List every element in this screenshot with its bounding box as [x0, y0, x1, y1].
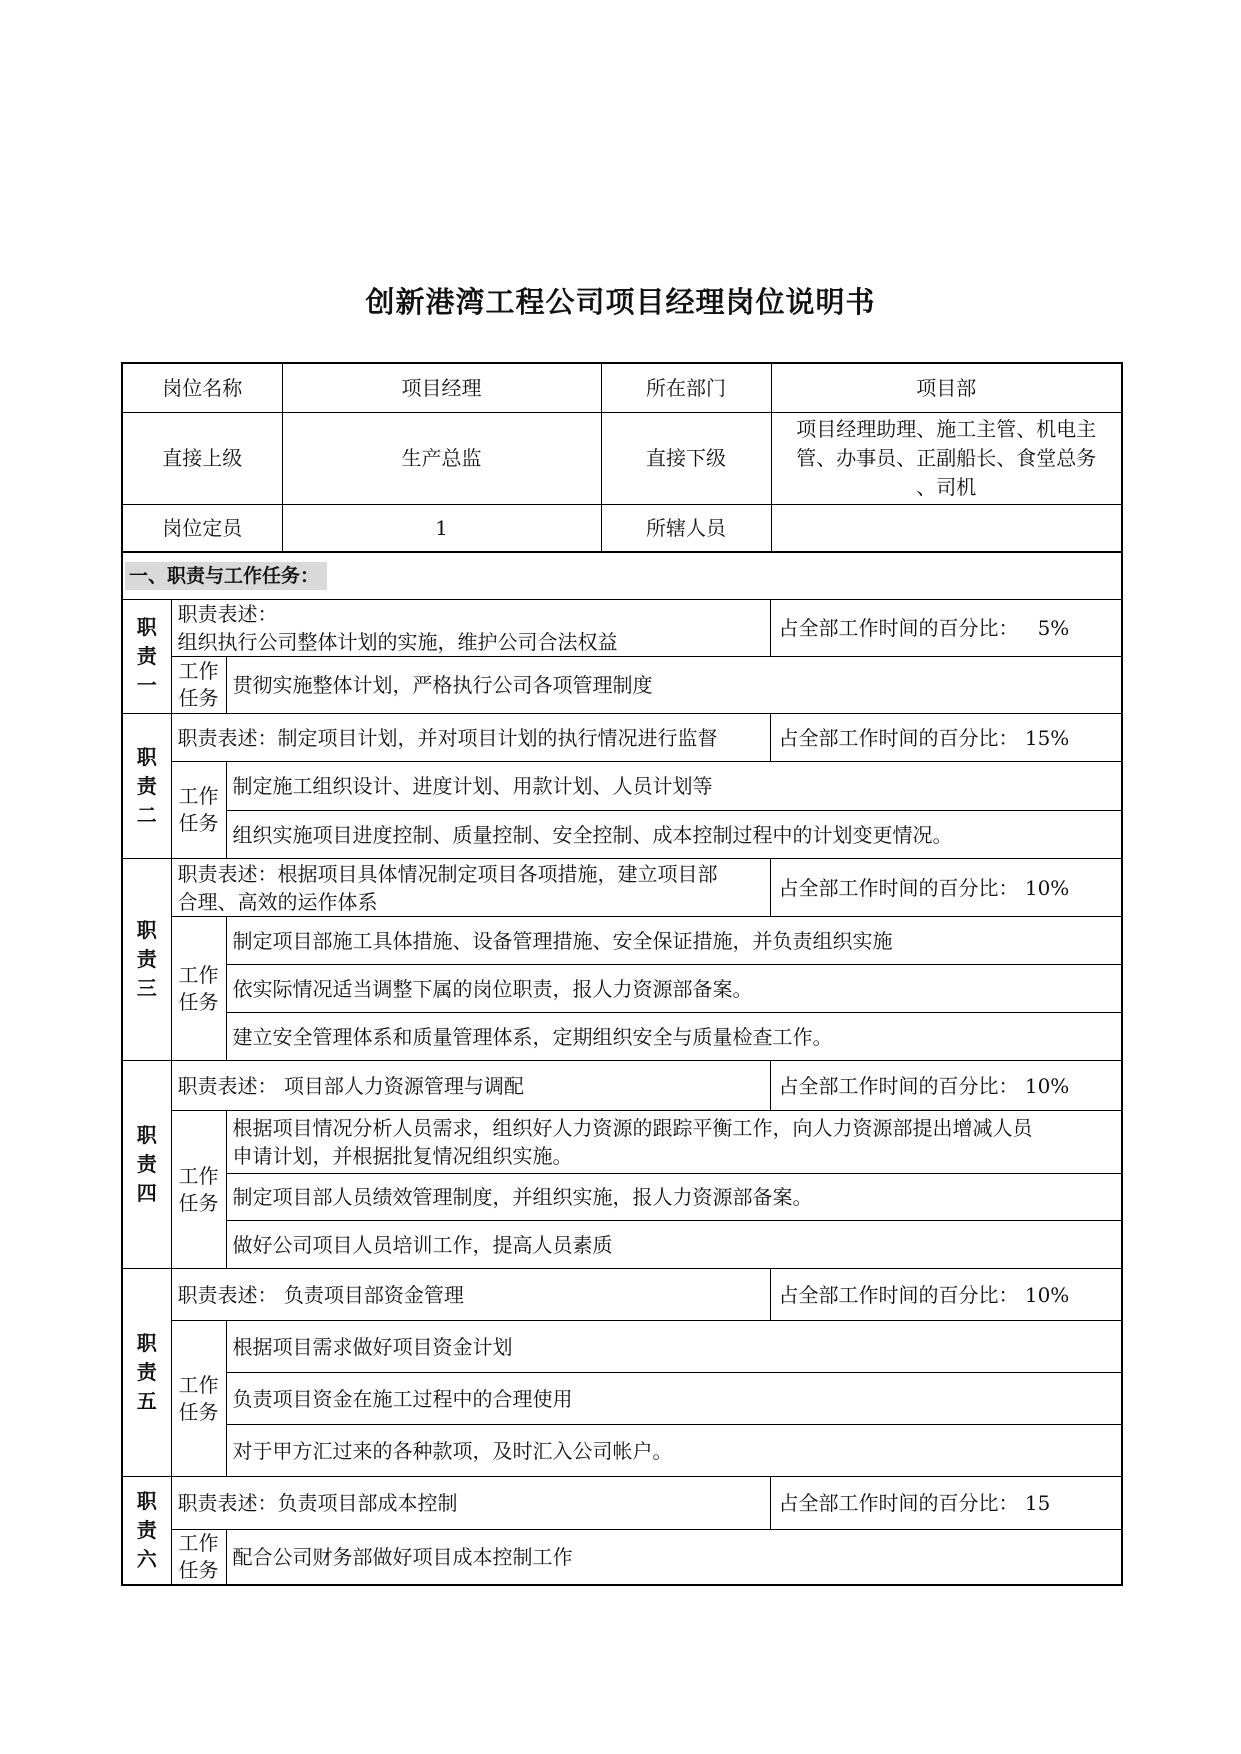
- duty-1-work-label: 工作 任务: [171, 657, 226, 714]
- duty-2-task: 制定施工组织设计、进度计划、用款计划、人员计划等: [226, 762, 1122, 811]
- duty-1-description: 职责表述： 组织执行公司整体计划的实施，维护公司合法权益: [171, 600, 770, 657]
- duty-1-name: 职 责 一: [122, 600, 171, 714]
- headcount-label: 岗位定员: [122, 504, 282, 552]
- department-value: 项目部: [771, 363, 1122, 412]
- duty-1-task: 贯彻实施整体计划，严格执行公司各项管理制度: [226, 657, 1122, 714]
- duty-5-description: 职责表述： 负责项目部资金管理: [171, 1269, 770, 1321]
- duty-4-name: 职 责 四: [122, 1061, 171, 1269]
- position-info-table: [121, 362, 1123, 553]
- position-name-value: 项目经理: [282, 363, 601, 412]
- duty-6-description: 职责表述：负责项目部成本控制: [171, 1477, 770, 1530]
- duty-5-task: 根据项目需求做好项目资金计划: [226, 1321, 1122, 1373]
- duty-4-task: 制定项目部人员绩效管理制度，并组织实施，报人力资源部备案。: [226, 1174, 1122, 1221]
- duty-5-task: 负责项目资金在施工过程中的合理使用: [226, 1373, 1122, 1425]
- duty-5-name: 职 责 五: [122, 1269, 171, 1477]
- duty-6-work-label: 工作 任务: [171, 1530, 226, 1586]
- duty-6-task: 配合公司财务部做好项目成本控制工作: [226, 1530, 1122, 1586]
- duty-2-name: 职 责 二: [122, 714, 171, 859]
- duty-1-percentage: 占全部工作时间的百分比： 5%: [770, 600, 1122, 657]
- duty-3-task: 依实际情况适当调整下属的岗位职责，报人力资源部备案。: [226, 965, 1122, 1013]
- duty-2-task: 组织实施项目进度控制、质量控制、安全控制、成本控制过程中的计划变更情况。: [226, 811, 1122, 859]
- duty-6-percentage: 占全部工作时间的百分比： 15: [770, 1477, 1122, 1530]
- position-name-label: 岗位名称: [122, 363, 282, 412]
- duty-5-task: 对于甲方汇过来的各种款项，及时汇入公司帐户。: [226, 1425, 1122, 1477]
- duty-3-task: 制定项目部施工具体措施、设备管理措施、安全保证措施，并负责组织实施: [226, 917, 1122, 965]
- duty-6-name: 职 责 六: [122, 1477, 171, 1586]
- subordinate-line: 、司机: [916, 474, 977, 499]
- subordinate-line: 管、办事员、正副船长、食堂总务: [796, 445, 1097, 470]
- duty-4-description: 职责表述： 项目部人力资源管理与调配: [171, 1061, 770, 1111]
- section-title: 一、职责与工作任务：: [125, 562, 327, 590]
- duty-2-description: 职责表述：制定项目计划，并对项目计划的执行情况进行监督: [171, 714, 770, 762]
- section-header: [121, 549, 1123, 599]
- headcount-value: 1: [282, 504, 601, 552]
- document-title: 创新港湾工程公司项目经理岗位说明书: [365, 285, 876, 319]
- duty-4-work-label: 工作 任务: [171, 1111, 226, 1269]
- superior-label: 直接上级: [122, 412, 282, 504]
- subordinate-line: 项目经理助理、施工主管、机电主: [796, 416, 1097, 441]
- duty-2-work-label: 工作 任务: [171, 762, 226, 859]
- superior-value: 生产总监: [282, 412, 601, 504]
- duty-2-percentage: 占全部工作时间的百分比： 15%: [770, 714, 1122, 762]
- staff-label: 所辖人员: [601, 504, 771, 552]
- duty-5-percentage: 占全部工作时间的百分比： 10%: [770, 1269, 1122, 1321]
- duty-4-task: 根据项目情况分析人员需求，组织好人力资源的跟踪平衡工作，向人力资源部提出增减人员 申请计划，并根据批复情况组织实施。: [226, 1111, 1122, 1174]
- duty-3-task: 建立安全管理体系和质量管理体系，定期组织安全与质量检查工作。: [226, 1013, 1122, 1061]
- duties-table: [121, 599, 1123, 1586]
- staff-value: [771, 504, 1122, 552]
- duty-5-work-label: 工作 任务: [171, 1321, 226, 1477]
- duty-3-name: 职 责 三: [122, 859, 171, 1061]
- subordinate-label: 直接下级: [601, 412, 771, 504]
- duty-4-percentage: 占全部工作时间的百分比： 10%: [770, 1061, 1122, 1111]
- duty-3-percentage: 占全部工作时间的百分比： 10%: [770, 859, 1122, 917]
- duty-3-work-label: 工作 任务: [171, 917, 226, 1061]
- duty-4-task: 做好公司项目人员培训工作，提高人员素质: [226, 1221, 1122, 1269]
- subordinate-value: [771, 412, 1122, 504]
- duty-3-description: 职责表述：根据项目具体情况制定项目各项措施，建立项目部 合理、高效的运作体系: [171, 859, 770, 917]
- department-label: 所在部门: [601, 363, 771, 412]
